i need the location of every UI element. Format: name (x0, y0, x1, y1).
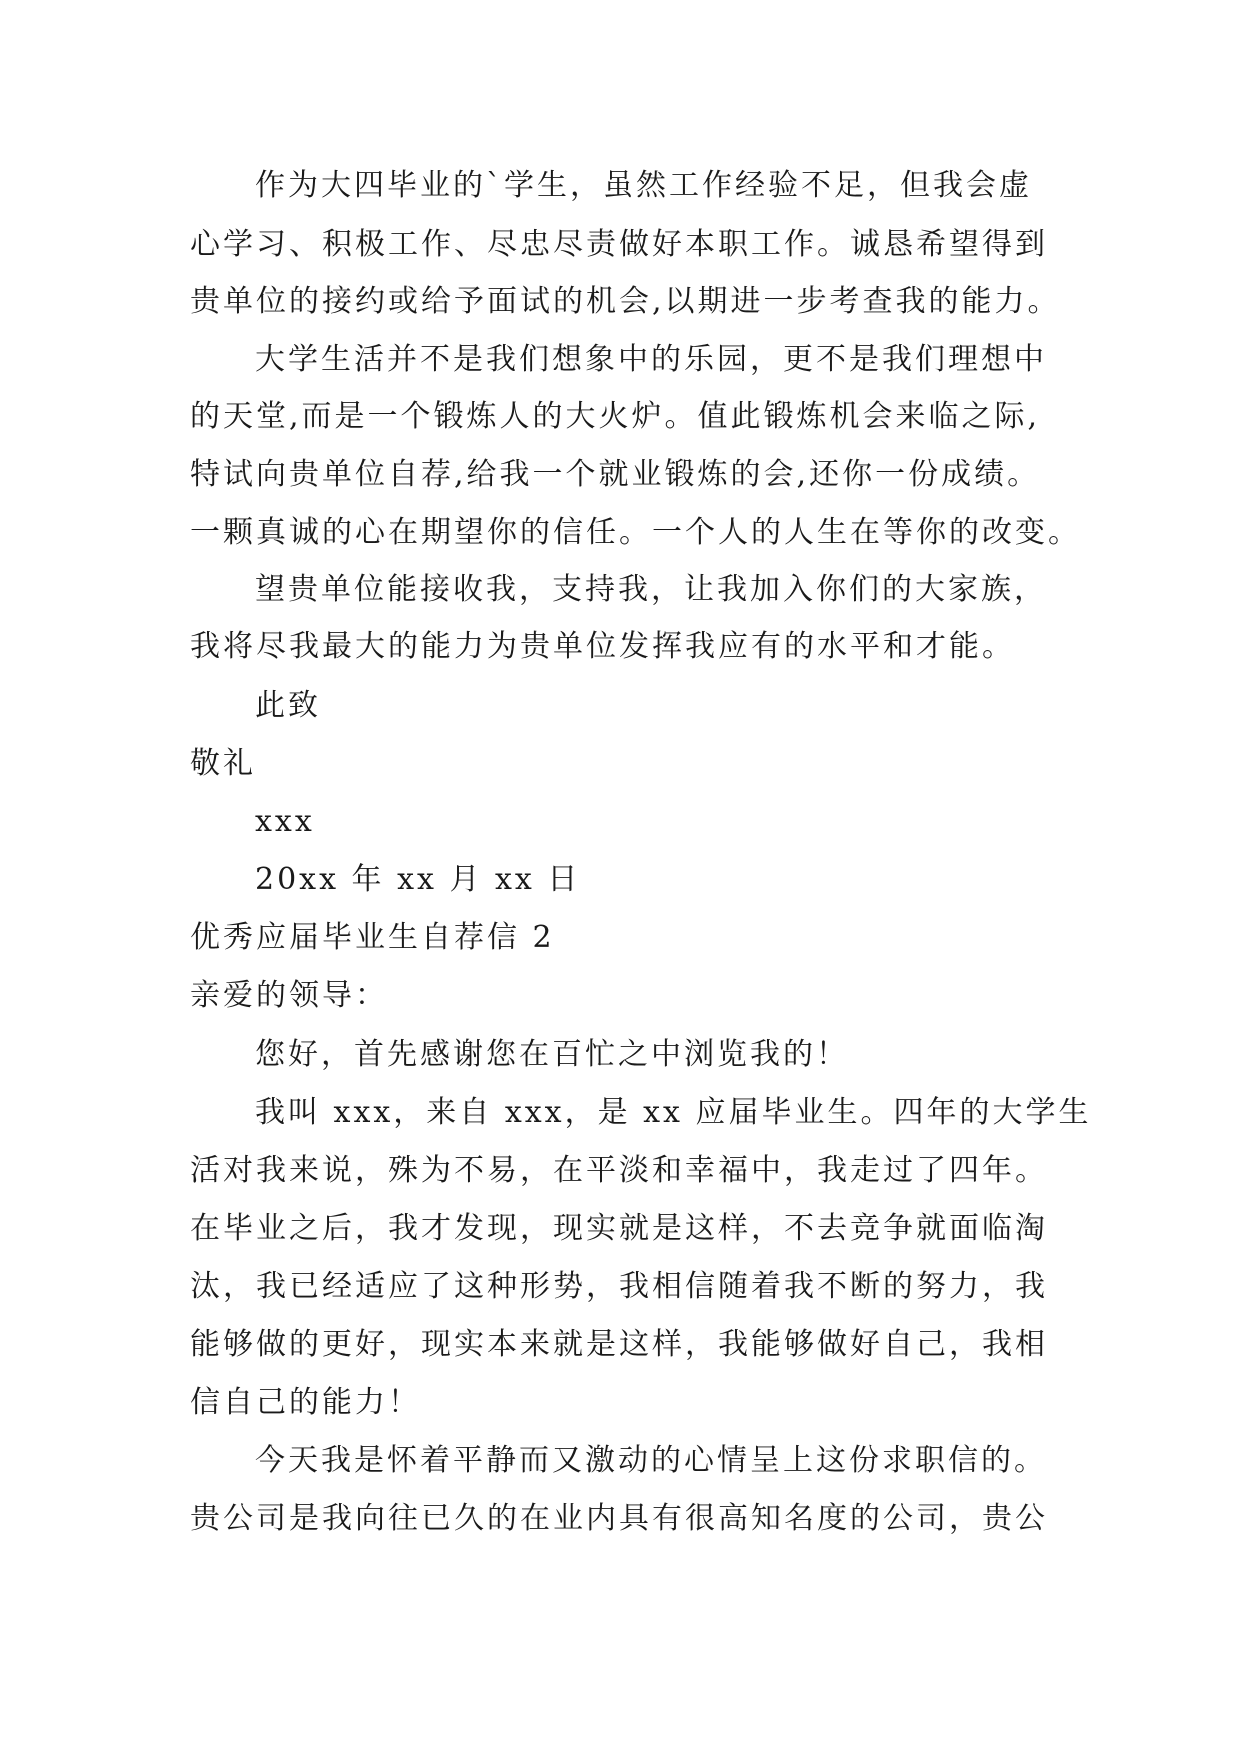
signature-date: 20xx 年 xx 月 xx 日 (255, 862, 581, 897)
signature-name: xxx (255, 804, 315, 839)
body-text-line: 特试向贵单位自荐,给我一个就业锻炼的会,还你一份成绩。 (190, 457, 1041, 492)
body-text-line: 您好，首先感谢您在百忙之中浏览我的！ (255, 1037, 849, 1072)
body-text-line: 望贵单位能接收我，支持我，让我加入你们的大家族， (255, 572, 1047, 607)
letter-greeting: 亲爱的领导： (190, 978, 388, 1013)
body-text-line: 作为大四毕业的`学生，虽然工作经验不足，但我会虚 (255, 168, 1032, 203)
closing-regards: 敬礼 (190, 746, 256, 781)
body-text-line: 贵单位的接约或给予面试的机会,以期进一步考查我的能力。 (190, 284, 1061, 319)
section-title: 优秀应届毕业生自荐信 2 (190, 920, 555, 955)
body-text-line: 贵公司是我向往已久的在业内具有很高知名度的公司，贵公 (190, 1501, 1048, 1536)
body-text-line: 活对我来说，殊为不易，在平淡和幸福中，我走过了四年。 (190, 1153, 1048, 1188)
body-text-line: 在毕业之后，我才发现，现实就是这样，不去竞争就面临淘 (190, 1211, 1048, 1246)
body-text-line: 能够做的更好，现实本来就是这样，我能够做好自己，我相 (190, 1327, 1048, 1362)
body-text-line: 信自己的能力！ (190, 1385, 421, 1420)
closing-salutation: 此致 (255, 688, 321, 723)
body-text-line: 一颗真诚的心在期望你的信任。一个人的人生在等你的改变。 (190, 515, 1081, 550)
body-text-line: 的天堂,而是一个锻炼人的大火炉。值此锻炼机会来临之际, (190, 399, 1041, 434)
body-text-line: 汰，我已经适应了这种形势，我相信随着我不断的努力，我 (190, 1269, 1048, 1304)
body-text-line: 我叫 xxx，来自 xxx，是 xx 应届毕业生。四年的大学生 (255, 1095, 1092, 1130)
body-text-line: 今天我是怀着平静而又激动的心情呈上这份求职信的。 (255, 1443, 1047, 1478)
body-text-line: 大学生活并不是我们想象中的乐园，更不是我们理想中 (255, 342, 1047, 377)
body-text-line: 心学习、积极工作、尽忠尽责做好本职工作。诚恳希望得到 (190, 227, 1048, 262)
body-text-line: 我将尽我最大的能力为贵单位发挥我应有的水平和才能。 (190, 629, 1015, 664)
